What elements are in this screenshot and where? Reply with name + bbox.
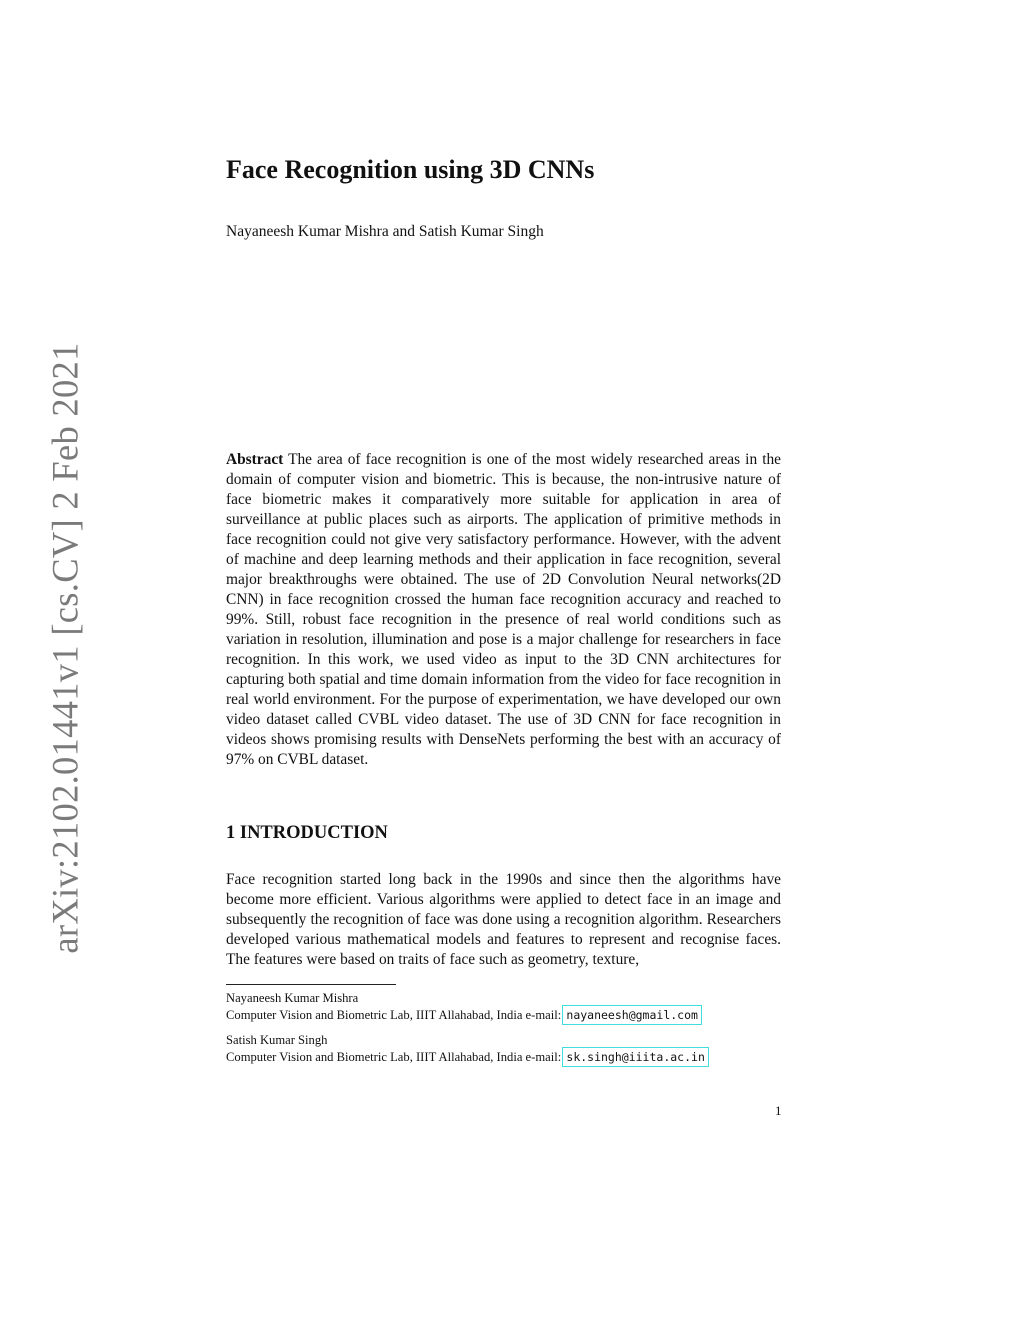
section-heading-introduction: 1 INTRODUCTION xyxy=(226,823,388,843)
footnote-divider xyxy=(226,984,396,985)
author-list: Nayaneesh Kumar Mishra and Satish Kumar Singh xyxy=(226,223,544,240)
introduction-text: Face recognition started long back in the 1990s and since then the algorithms have become more efficient. Various algorithms were applied to detect face in an image and subsequently the recognition of face was done using a recognition algorithm. Researchers developed various mathematical models and features to represent and recognise faces. The features were based on traits of face such as geometry, texture, xyxy=(226,871,781,968)
paper-title: Face Recognition using 3D CNNs xyxy=(226,155,595,184)
email-link[interactable]: nayaneesh@gmail.com xyxy=(566,1008,698,1022)
footnote-author-name: Satish Kumar Singh xyxy=(226,1033,328,1047)
footnote-author-affiliation xyxy=(226,1049,707,1065)
abstract-text: The area of face recognition is one of the most widely researched areas in the domain of computer vision and biometric. This is because, the non-intrusive nature of face biometric makes it comparatively more suitable for application in area of surveillance at public places such as airports. The application of primitive methods in face recognition could not give very satisfactory performance. However, with the advent of machine and deep learning methods and their application in face recognition, several major breakthroughs were obtained. The use of 2D Convolution Neural networks(2D CNN) in face recognition crossed the human face recognition accuracy and reached to 99%. Still, robust face recognition in the presence of real world conditions such as variation in resolution, illumination and pose is a major challenge for researchers in face recognition. In this work, we used video as input to the 3D CNN architectures for capturing both spatial and time domain information from the video for face recognition in real world environment. For the purpose of experimentation, we have developed our own video dataset called CVBL video dataset. The use of 3D CNN for face recognition in videos shows promising results with DenseNets performing the best with an accuracy of 97% on CVBL dataset. xyxy=(226,451,781,768)
footnote-author-affiliation xyxy=(226,1007,700,1023)
footnote-author-name: Nayaneesh Kumar Mishra xyxy=(226,991,359,1005)
arxiv-identifier-stamp: arXiv:2102.01441v1 [cs.CV] 2 Feb 2021 xyxy=(44,342,86,954)
page-number: 1 xyxy=(775,1103,782,1118)
affiliation-text: Computer Vision and Biometric Lab, IIIT Allahabad, India e-mail: xyxy=(226,1008,565,1022)
email-link[interactable]: sk.singh@iiita.ac.in xyxy=(566,1050,705,1064)
affiliation-text: Computer Vision and Biometric Lab, IIIT Allahabad, India e-mail: xyxy=(226,1050,565,1064)
abstract xyxy=(226,450,781,770)
abstract-label: Abstract xyxy=(226,451,284,468)
